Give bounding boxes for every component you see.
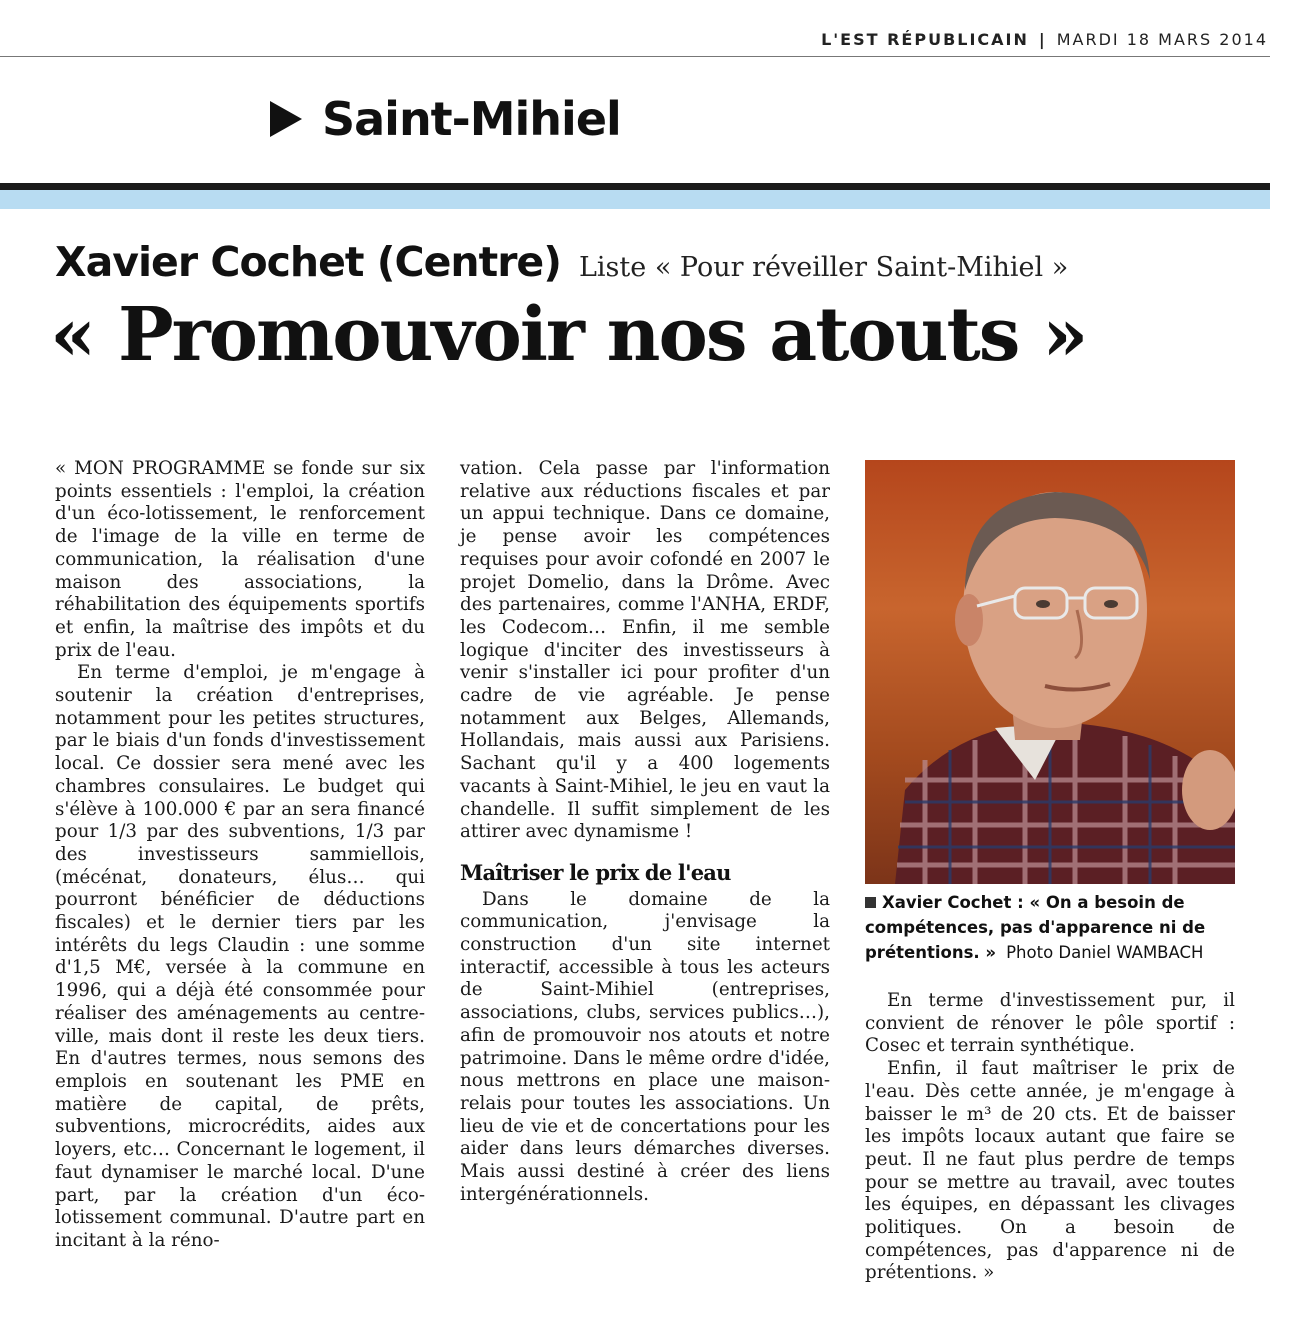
play-arrow-icon [270, 101, 302, 137]
paragraph: Enfin, il faut maîtriser le prix de l'eau. Dès cette année, je m'engage à baisser le m³ de 20 cts. Et de baisser les impôts locaux autant que faire se peut. Il ne faut plus perdre de temps pour se mettre au travail, avec toutes les équipes, en dépassant les clivages politiques. On a besoin de compétences, pas d'apparence ni de prétentions. » [865, 1058, 1235, 1284]
photo-caption [865, 890, 1240, 965]
kicker-list: Liste « Pour réveiller Saint-Mihiel » [578, 252, 1069, 283]
section-header [270, 92, 621, 146]
article-column-3 [865, 990, 1235, 1285]
article-kicker [55, 238, 1068, 286]
masthead-rule [0, 56, 1270, 57]
kicker-name: Xavier Cochet (Centre) [55, 238, 561, 286]
publication-date: MARDI 18 MARS 2014 [1056, 30, 1268, 49]
paragraph: En terme d'investissement pur, il convient de rénover le pôle sportif : Cosec et terrain synthétique. [865, 990, 1235, 1057]
article-subhead: Maîtriser le prix de l'eau [460, 859, 731, 885]
paragraph: Dans le domaine de la communication, j'envisage la construction d'un site internet interactif, accessible à tous les acteurs de Saint-Mihiel (entreprises, associations, clubs, services publics…), afin de promouvoir nos atouts et notre patrimoine. Dans le même ordre d'idée, nous mettrons en place une maison-relais pour toutes les associations. Un lieu de vie et de concertations pour les aider dans leurs démarches diverses. Mais aussi destiné à créer des liens intergénérationnels. [460, 888, 830, 1205]
paragraph: vation. Cela passe par l'information relative aux réductions fiscales et par un appui technique. Dans ce domaine, je pense avoir les compétences requises pour avoir cofondé en 2007 le projet Domelio, dans la Drôme. Avec des partenaires, comme l'ANHA, ERDF, les Codecom… Enfin, il me semble logique d'inciter des investisseurs à venir s'installer ici pour profiter d'un cadre de vie agréable. Je pense notamment aux Belges, Allemands, Hollandais, mais aussi aux Parisiens. Sachant qu'il y a 400 logements vacants à Saint-Mihiel, le jeu en vaut la chandelle. Il suffit simplement de les attirer avec dynamisme ! [460, 458, 830, 843]
portrait-illustration [865, 460, 1235, 884]
caption-square-icon [865, 897, 876, 908]
section-name: Saint-Mihiel [322, 92, 621, 146]
caption-quote: Xavier Cochet : « On a besoin de compétences, pas d'apparence ni de prétentions. » [865, 893, 1206, 962]
photo-credit: Photo Daniel WAMBACH [1006, 943, 1204, 962]
paragraph: « MON PROGRAMME se fonde sur six points essentiels : l'emploi, la création d'un éco-lotissement, le renforcement de l'image de la ville en terme de communication, la réalisation d'une maison des associations, la réhabilitation des équipements sportifs et enfin, la maîtrise des impôts et du prix de l'eau. [55, 458, 425, 661]
newspaper-name: L'EST RÉPUBLICAIN [821, 30, 1029, 49]
article-headline: « Promouvoir nos atouts » [50, 292, 1087, 378]
article-column-1 [55, 458, 425, 1253]
section-rule-blue [0, 190, 1270, 209]
portrait-photo [865, 460, 1235, 884]
paragraph: En terme d'emploi, je m'engage à soutenir la création d'entreprises, notamment pour les petites structures, par le biais d'un fonds d'investissement local. Ce dossier sera mené avec les chambres consulaires. Le budget qui s'élève à 100.000 € par an sera financé pour 1/3 par des subventions, 1/3 par des investisseurs sammiellois, (mécénat, donateurs, élus… qui pourront bénéficier de déductions fiscales) et le dernier tiers par les intérêts du legs Claudin : une somme d'1,5 M€, versée à la commune en 1996, qui a déjà été consommée pour réaliser des aménagements au centre-ville, mais dont il reste les deux tiers. En d'autres termes, nous semons des emplois en soutenant les PME en matière de capital, de prêts, subventions, microcrédits, aides aux loyers, etc… Concernant le logement, il faut dynamiser le marché local. D'une part, par la création d'un éco-lotissement communal. D'autre part en incitant à la réno- [55, 662, 425, 1251]
article-column-2 [460, 458, 830, 1207]
masthead-separator: | [1038, 30, 1047, 49]
masthead [821, 30, 1268, 49]
section-rule-dark [0, 183, 1270, 190]
